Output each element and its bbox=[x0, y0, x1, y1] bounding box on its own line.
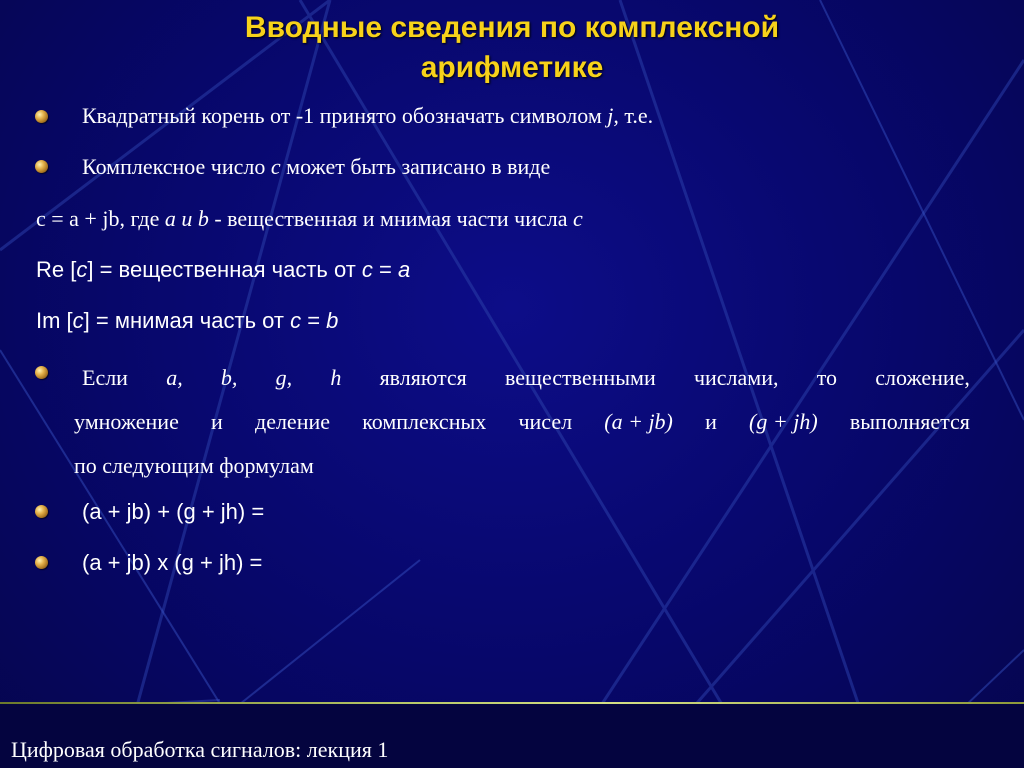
paragraph-row-3-text: по следующим формулам bbox=[74, 453, 314, 478]
bullet-2-text bbox=[82, 154, 550, 180]
formula-definition-line bbox=[36, 206, 583, 232]
im-pre: Im [ bbox=[36, 308, 73, 333]
real-part-line bbox=[36, 257, 410, 283]
bullet-1-text bbox=[82, 103, 653, 129]
gold-sphere-bullet-icon bbox=[35, 110, 48, 123]
word: и bbox=[705, 409, 717, 434]
word: (g + jh) bbox=[749, 409, 818, 434]
paragraph-row-2 bbox=[74, 400, 970, 444]
footer-divider bbox=[0, 702, 1024, 704]
gold-sphere-bullet-icon bbox=[35, 556, 48, 569]
re-var2: c bbox=[361, 257, 373, 282]
im-eq: = bbox=[301, 308, 327, 333]
word: являются bbox=[379, 365, 467, 390]
re-result: a bbox=[398, 257, 411, 282]
word: g, bbox=[275, 365, 293, 390]
formula-text: вещественная и мнимая части числа bbox=[221, 206, 574, 231]
word: (a + jb) bbox=[604, 409, 673, 434]
word: деление bbox=[255, 409, 331, 434]
sum-formula: (a + jb) + (g + jh) = bbox=[82, 499, 265, 524]
bullet-1-main: Квадратный корень от -1 принято обозначать символом bbox=[82, 103, 608, 128]
word: то bbox=[816, 365, 838, 390]
title-line-1: Вводные сведения по комплексной bbox=[244, 11, 780, 44]
word: h bbox=[330, 365, 342, 390]
word: числами, bbox=[693, 365, 779, 390]
gold-sphere-bullet-icon bbox=[35, 505, 48, 518]
bullet-2-before: Комплексное число bbox=[82, 154, 271, 179]
re-eq: = bbox=[372, 257, 398, 282]
title-line-2: арифметике bbox=[420, 51, 604, 84]
gold-sphere-bullet-icon bbox=[35, 160, 48, 173]
formula-part: c = a + jb, где bbox=[36, 206, 165, 231]
slide-title bbox=[0, 8, 1024, 88]
word: b, bbox=[220, 365, 238, 390]
re-mid: ] = вещественная часть от bbox=[87, 257, 362, 282]
bullet-2-after: может быть записано в виде bbox=[280, 154, 551, 179]
im-var: c bbox=[72, 308, 84, 333]
paragraph-row-1 bbox=[74, 356, 970, 400]
word: выполняется bbox=[849, 409, 970, 434]
imag-part-line bbox=[36, 308, 338, 334]
re-var: c bbox=[76, 257, 88, 282]
word: чисел bbox=[518, 409, 573, 434]
word: вещественными bbox=[505, 365, 656, 390]
footer-text: Цифровая обработка сигналов: лекция 1 bbox=[11, 737, 389, 762]
word: и bbox=[211, 409, 223, 434]
product-formula: (a + jb) x (g + jh) = bbox=[82, 550, 263, 575]
bullet-1-tail: т.е. bbox=[618, 103, 654, 128]
formula-vars: a и b - bbox=[164, 206, 222, 231]
im-result: b bbox=[326, 308, 339, 333]
re-pre: Re [ bbox=[36, 257, 77, 282]
im-mid: ] = мнимая часть от bbox=[83, 308, 291, 333]
word: Если bbox=[82, 365, 128, 390]
word: сложение, bbox=[875, 365, 970, 390]
word: a, bbox=[166, 365, 183, 390]
operations-paragraph bbox=[74, 356, 970, 488]
bullet-1-symbol: j, bbox=[607, 103, 619, 128]
gold-sphere-bullet-icon bbox=[35, 366, 48, 379]
bullet-2-var: c bbox=[270, 154, 281, 179]
paragraph-row-3 bbox=[74, 444, 970, 488]
im-var2: c bbox=[290, 308, 302, 333]
word: комплексных bbox=[362, 409, 487, 434]
word: умножение bbox=[74, 409, 179, 434]
formula-var: c bbox=[573, 206, 583, 231]
